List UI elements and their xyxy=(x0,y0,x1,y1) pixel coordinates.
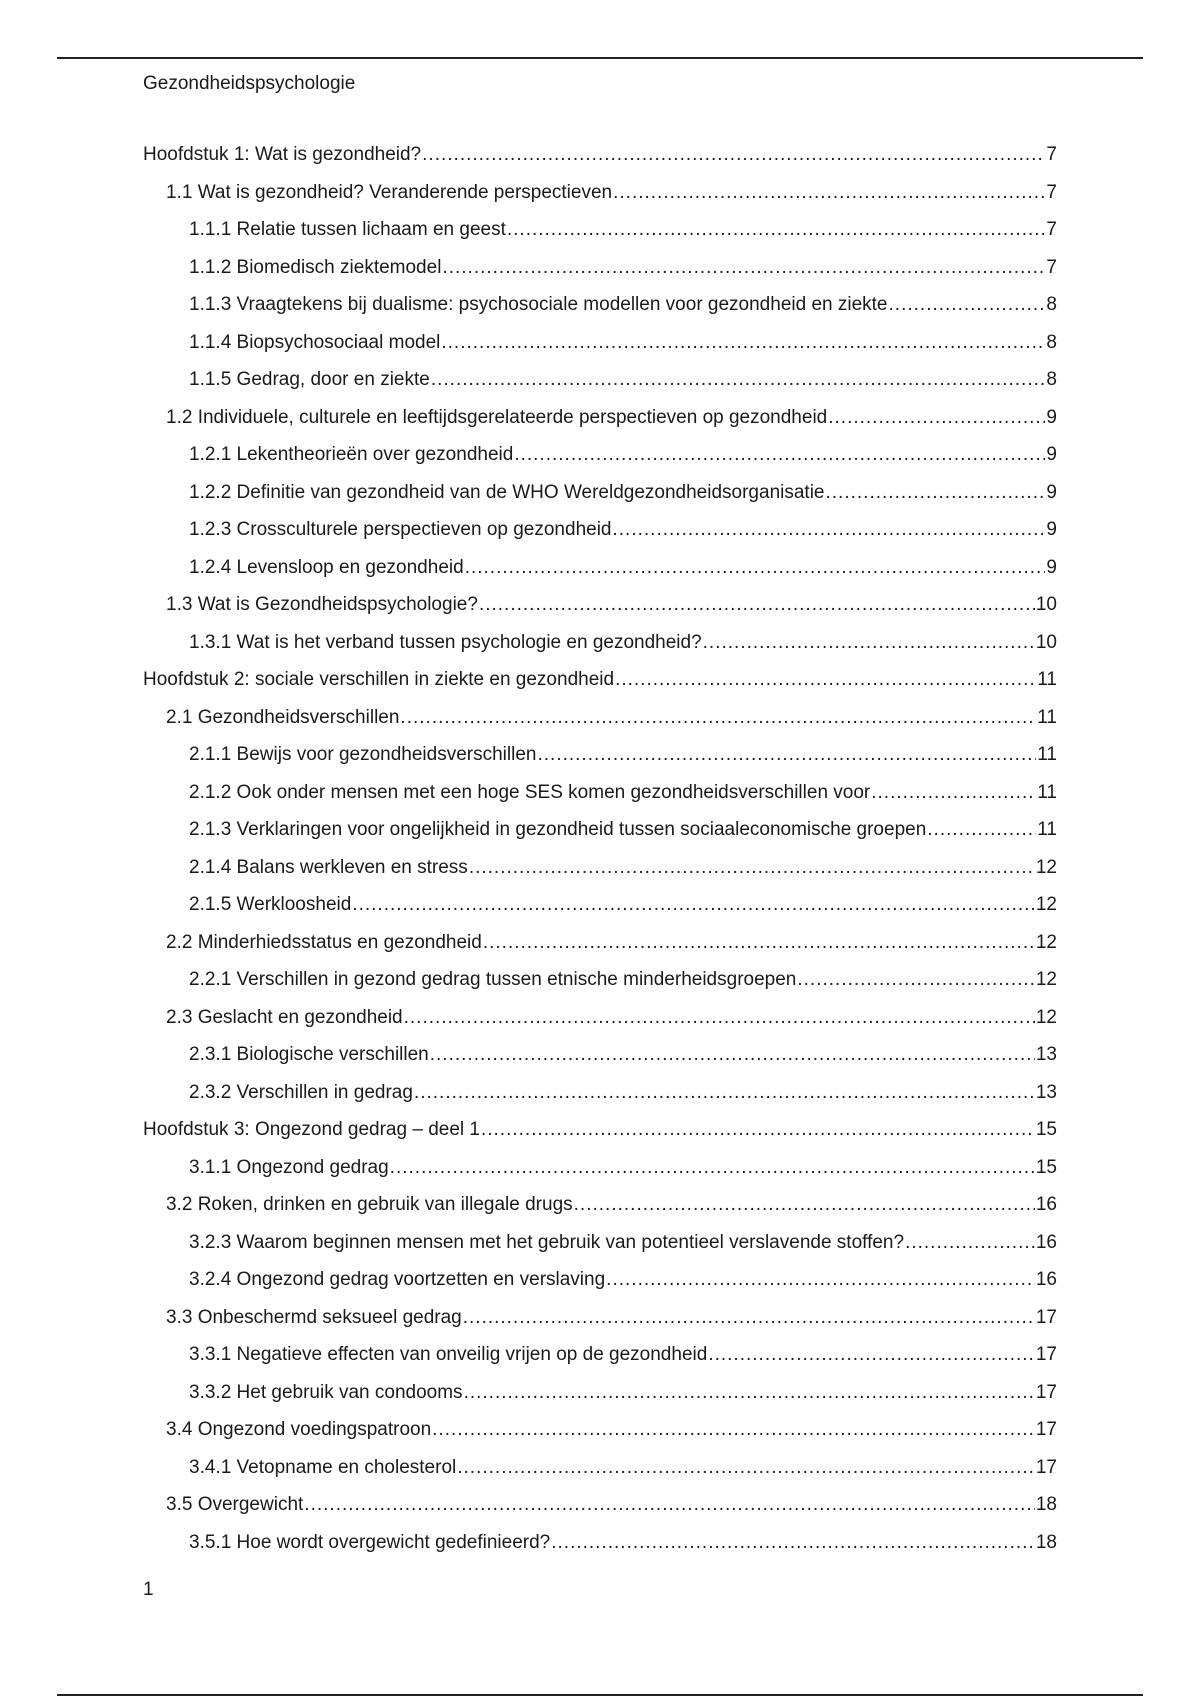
toc-dot-leader xyxy=(797,968,1035,992)
toc-entry[interactable] xyxy=(143,443,1057,481)
toc-entry[interactable] xyxy=(143,181,1057,219)
toc-dot-leader xyxy=(464,1381,1035,1405)
toc-page-number: 9 xyxy=(1046,481,1057,503)
toc-entry[interactable] xyxy=(143,1081,1057,1119)
toc-entry[interactable] xyxy=(143,331,1057,369)
toc-dot-leader xyxy=(431,368,1046,392)
toc-entry[interactable] xyxy=(143,1231,1057,1269)
toc-entry-title: Hoofdstuk 1: Wat is gezondheid? xyxy=(143,144,422,165)
toc-entry-title: 1.1 Wat is gezondheid? Veranderende perspectieven xyxy=(166,181,613,203)
toc-entry-title: 3.3 Onbeschermd seksueel gedrag xyxy=(166,1306,462,1328)
toc-entry-title: 1.2.2 Definitie van gezondheid van de WHO Wereldgezondheidsorganisatie xyxy=(189,481,825,503)
toc-dot-leader xyxy=(400,706,1036,730)
toc-entry[interactable] xyxy=(143,481,1057,519)
toc-page-number: 17 xyxy=(1035,1306,1057,1328)
toc-entry-title: 3.2.4 Ongezond gedrag voortzetten en verslaving xyxy=(189,1269,606,1290)
toc-entry-title: 3.3.2 Het gebruik van condooms xyxy=(189,1381,463,1403)
toc-entry-title: 3.2 Roken, drinken en gebruik van illegale drugs xyxy=(166,1194,573,1215)
toc-entry[interactable] xyxy=(143,1156,1057,1194)
toc-entry-title: Hoofdstuk 2: sociale verschillen in ziekte en gezondheid xyxy=(143,669,615,690)
toc-entry[interactable] xyxy=(143,556,1057,594)
toc-entry[interactable] xyxy=(143,406,1057,444)
footer-rule xyxy=(57,1694,1143,1696)
toc-entry[interactable] xyxy=(143,968,1057,1006)
toc-entry[interactable] xyxy=(143,818,1057,856)
toc-entry-title: 1.1.3 Vraagtekens bij dualisme: psychosociale modellen voor gezondheid en ziekte xyxy=(189,294,888,315)
toc-dot-leader xyxy=(606,1268,1035,1292)
toc-entry-title: 3.1.1 Ongezond gedrag xyxy=(189,1156,389,1178)
toc-entry[interactable] xyxy=(143,1193,1057,1231)
toc-entry-title: 1.1.1 Relatie tussen lichaam en geest xyxy=(189,219,506,240)
toc-entry[interactable] xyxy=(143,631,1057,669)
toc-page-number: 13 xyxy=(1035,1044,1057,1065)
toc-page-number: 17 xyxy=(1035,1419,1057,1440)
toc-entry[interactable] xyxy=(143,1118,1057,1156)
toc-dot-leader xyxy=(574,1193,1035,1217)
page-number: 1 xyxy=(143,1579,154,1600)
toc-dot-leader xyxy=(404,1006,1035,1030)
toc-entry-title: 1.2.1 Lekentheorieën over gezondheid xyxy=(189,444,514,465)
toc-page-number: 7 xyxy=(1046,219,1057,240)
toc-dot-leader xyxy=(481,1118,1035,1142)
toc-entry[interactable] xyxy=(143,256,1057,294)
toc-entry[interactable] xyxy=(143,706,1057,744)
toc-dot-leader xyxy=(905,1231,1035,1255)
document-title: Gezondheidspsychologie xyxy=(143,73,356,94)
toc-entry[interactable] xyxy=(143,1306,1057,1344)
toc-page-number: 7 xyxy=(1046,144,1057,165)
toc-entry-title: 1.2.4 Levensloop en gezondheid xyxy=(189,556,464,578)
toc-page-number: 17 xyxy=(1035,1344,1057,1365)
toc-entry[interactable] xyxy=(143,1343,1057,1381)
toc-page-number: 8 xyxy=(1046,331,1057,353)
toc-entry-title: 1.3.1 Wat is het verband tussen psychologie en gezondheid? xyxy=(189,631,702,653)
toc-entry[interactable] xyxy=(143,1268,1057,1306)
toc-entry[interactable] xyxy=(143,218,1057,256)
toc-dot-leader xyxy=(615,668,1036,692)
toc-entry[interactable] xyxy=(143,743,1057,781)
toc-dot-leader xyxy=(826,481,1046,505)
table-of-contents xyxy=(143,143,1057,1568)
header-rule xyxy=(57,57,1143,59)
toc-page-number: 9 xyxy=(1046,556,1057,578)
toc-dot-leader xyxy=(551,1531,1035,1555)
toc-dot-leader xyxy=(304,1493,1035,1517)
toc-dot-leader xyxy=(414,1081,1035,1105)
toc-entry-title: 2.2.1 Verschillen in gezond gedrag tussen etnische minderheidsgroepen xyxy=(189,969,797,990)
toc-entry-title: 2.3 Geslacht en gezondheid xyxy=(166,1006,403,1028)
toc-page-number: 11 xyxy=(1037,706,1057,728)
toc-page-number: 9 xyxy=(1046,444,1057,465)
toc-dot-leader xyxy=(708,1343,1035,1367)
toc-dot-leader xyxy=(352,893,1035,917)
toc-page-number: 12 xyxy=(1035,856,1057,878)
toc-page-number: 11 xyxy=(1037,744,1057,765)
toc-page-number: 8 xyxy=(1046,369,1057,390)
toc-dot-leader xyxy=(479,593,1035,617)
toc-page-number: 18 xyxy=(1035,1531,1057,1553)
toc-dot-leader xyxy=(430,1043,1035,1067)
toc-page-number: 9 xyxy=(1046,519,1057,540)
toc-dot-leader xyxy=(432,1418,1035,1442)
toc-page-number: 9 xyxy=(1046,406,1057,428)
toc-page-number: 18 xyxy=(1035,1494,1057,1515)
toc-dot-leader xyxy=(465,556,1046,580)
toc-page-number: 7 xyxy=(1046,256,1057,278)
toc-entry[interactable] xyxy=(143,668,1057,706)
toc-entry-title: 1.3 Wat is Gezondheidspsychologie? xyxy=(166,594,478,615)
toc-dot-leader xyxy=(469,856,1035,880)
toc-dot-leader xyxy=(463,1306,1035,1330)
toc-entry[interactable] xyxy=(143,1531,1057,1569)
toc-entry-title: 2.1.4 Balans werkleven en stress xyxy=(189,856,468,878)
toc-page-number: 12 xyxy=(1035,894,1057,915)
toc-entry-title: 2.3.2 Verschillen in gedrag xyxy=(189,1081,413,1103)
toc-entry[interactable] xyxy=(143,1418,1057,1456)
toc-entry-title: 3.5 Overgewicht xyxy=(166,1494,304,1515)
toc-entry-title: 1.1.4 Biopsychosociaal model xyxy=(189,331,441,353)
toc-page-number: 17 xyxy=(1035,1456,1057,1478)
toc-entry-title: 1.1.5 Gedrag, door en ziekte xyxy=(189,369,430,390)
toc-page-number: 12 xyxy=(1035,931,1057,953)
toc-entry[interactable] xyxy=(143,1493,1057,1531)
toc-entry-title: 2.1.1 Bewijs voor gezondheidsverschillen xyxy=(189,744,537,765)
toc-entry[interactable] xyxy=(143,368,1057,406)
toc-dot-leader xyxy=(422,143,1045,167)
toc-page-number: 12 xyxy=(1035,1006,1057,1028)
toc-entry-title: 3.2.3 Waarom beginnen mensen met het gebruik van potentieel verslavende stoffen? xyxy=(189,1231,905,1253)
toc-entry-title: 3.4.1 Vetopname en cholesterol xyxy=(189,1456,457,1478)
toc-page-number: 8 xyxy=(1046,294,1057,315)
toc-entry[interactable] xyxy=(143,856,1057,894)
toc-dot-leader xyxy=(871,781,1036,805)
toc-dot-leader xyxy=(537,743,1036,767)
toc-entry-title: 2.1.5 Werkloosheid xyxy=(189,894,352,915)
toc-page-number: 16 xyxy=(1035,1269,1057,1290)
toc-page-number: 17 xyxy=(1035,1381,1057,1403)
toc-page-number: 11 xyxy=(1037,819,1057,840)
toc-entry-title: 2.1.2 Ook onder mensen met een hoge SES komen gezondheidsverschillen voor xyxy=(189,781,871,803)
toc-page-number: 15 xyxy=(1035,1156,1057,1178)
toc-dot-leader xyxy=(457,1456,1035,1480)
toc-entry[interactable] xyxy=(143,781,1057,819)
toc-page-number: 11 xyxy=(1037,781,1057,803)
toc-entry[interactable] xyxy=(143,1456,1057,1494)
toc-page-number: 11 xyxy=(1037,669,1057,690)
toc-page-number: 15 xyxy=(1035,1119,1057,1140)
toc-page-number: 12 xyxy=(1035,969,1057,990)
toc-entry[interactable] xyxy=(143,1381,1057,1419)
toc-dot-leader xyxy=(828,406,1045,430)
toc-entry[interactable] xyxy=(143,518,1057,556)
toc-entry[interactable] xyxy=(143,1043,1057,1081)
toc-entry[interactable] xyxy=(143,893,1057,931)
toc-dot-leader xyxy=(441,331,1045,355)
toc-entry-title: 3.3.1 Negatieve effecten van onveilig vrijen op de gezondheid xyxy=(189,1344,708,1365)
toc-dot-leader xyxy=(442,256,1045,280)
toc-page-number: 16 xyxy=(1035,1194,1057,1215)
toc-entry-title: Hoofdstuk 3: Ongezond gedrag – deel 1 xyxy=(143,1119,480,1140)
toc-dot-leader xyxy=(390,1156,1035,1180)
toc-entry-title: 2.1.3 Verklaringen voor ongelijkheid in gezondheid tussen sociaaleconomische groepen xyxy=(189,819,927,840)
toc-dot-leader xyxy=(613,518,1046,542)
toc-entry[interactable] xyxy=(143,1006,1057,1044)
toc-page-number: 16 xyxy=(1035,1231,1057,1253)
toc-entry-title: 2.2 Minderhiedsstatus en gezondheid xyxy=(166,931,482,953)
toc-entry-title: 1.2.3 Crossculturele perspectieven op gezondheid xyxy=(189,519,612,540)
toc-dot-leader xyxy=(889,293,1046,317)
toc-entry-title: 1.1.2 Biomedisch ziektemodel xyxy=(189,256,442,278)
toc-dot-leader xyxy=(483,931,1035,955)
toc-page-number: 10 xyxy=(1035,631,1057,653)
toc-entry-title: 2.3.1 Biologische verschillen xyxy=(189,1044,429,1065)
toc-entry-title: 2.1 Gezondheidsverschillen xyxy=(166,706,400,728)
toc-page-number: 10 xyxy=(1035,594,1057,615)
toc-dot-leader xyxy=(703,631,1035,655)
toc-dot-leader xyxy=(927,818,1036,842)
toc-entry-title: 3.4 Ongezond voedingspatroon xyxy=(166,1419,432,1440)
toc-dot-leader xyxy=(514,443,1045,467)
toc-dot-leader xyxy=(613,181,1045,205)
toc-entry[interactable] xyxy=(143,931,1057,969)
toc-entry[interactable] xyxy=(143,293,1057,331)
toc-entry-title: 3.5.1 Hoe wordt overgewicht gedefinieerd? xyxy=(189,1531,551,1553)
toc-entry-title: 1.2 Individuele, culturele en leeftijdsgerelateerde perspectieven op gezondheid xyxy=(166,406,828,428)
toc-entry[interactable] xyxy=(143,593,1057,631)
toc-entry[interactable] xyxy=(143,143,1057,181)
toc-page-number: 7 xyxy=(1046,181,1057,203)
toc-page-number: 13 xyxy=(1035,1081,1057,1103)
toc-dot-leader xyxy=(507,218,1046,242)
